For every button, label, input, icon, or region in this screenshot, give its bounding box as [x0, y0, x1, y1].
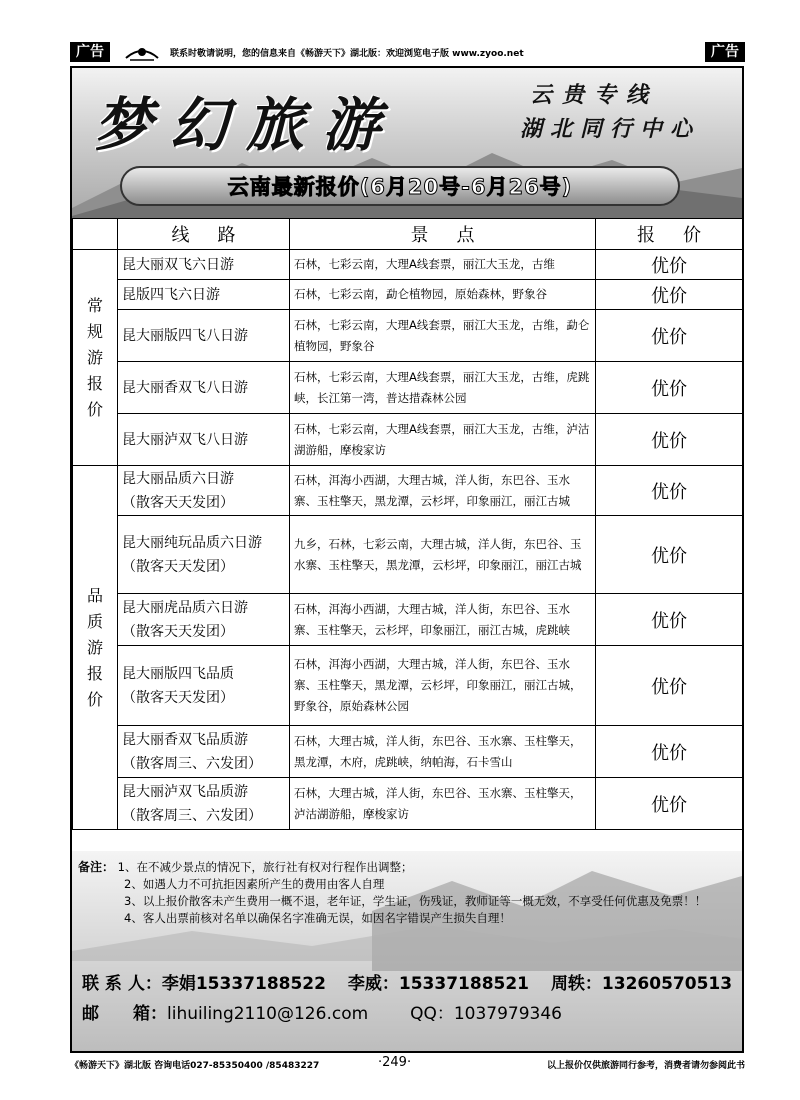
contact-person-2: 李威：15337188521 [347, 974, 530, 994]
spots-cell: 石林，七彩云南，大理A线套票，丽江大玉龙，古维，勐仑植物园，野象谷 [290, 310, 596, 362]
top-note: 联系时敬请说明，您的信息来自《畅游天下》湖北版：欢迎浏览电子版 www.zyoo.net [170, 49, 524, 59]
table-row [73, 280, 743, 310]
header-route: 线路 [118, 219, 290, 250]
route-schedule: （散客天天发团） [122, 689, 234, 706]
table-row [73, 310, 743, 362]
route-name: 昆大丽品质六日游 [122, 470, 234, 487]
route-cell: 昆大丽双飞六日游 [118, 250, 290, 280]
notes [78, 859, 738, 927]
spots-cell: 石林，洱海小西湖，大理古城，洋人街，东巴谷、玉水寨、玉柱擎天，黑龙潭，云杉坪，印象丽江，丽江古城 [290, 466, 596, 516]
price-cell: 优价 [596, 414, 743, 466]
brand-line-2: 湖北同行中心 [520, 117, 701, 142]
price-cell: 优价 [596, 778, 743, 830]
price-cell: 优价 [596, 726, 743, 778]
spots-cell: 石林，七彩云南，大理A线套票，丽江大玉龙，古维，泸沽湖游船，摩梭家访 [290, 414, 596, 466]
price-cell: 优价 [596, 516, 743, 594]
route-name: 昆大丽纯玩品质六日游 [122, 534, 262, 551]
note-text: 1、在不减少景点的情况下，旅行社有权对行程作出调整； [117, 860, 413, 874]
route-cell [118, 646, 290, 726]
header [72, 68, 742, 218]
footer-disclaimer: 以上报价仅供旅游同行参考，消费者请勿参阅此书 [546, 1061, 745, 1071]
header-price: 报价 [596, 219, 743, 250]
route-cell [118, 516, 290, 594]
route-name: 昆大丽香双飞品质游 [122, 731, 248, 748]
route-cell [118, 594, 290, 646]
table-row [73, 250, 743, 280]
route-schedule: （散客周三、六发团） [122, 807, 262, 824]
price-cell: 优价 [596, 280, 743, 310]
price-cell: 优价 [596, 362, 743, 414]
route-cell [118, 466, 290, 516]
contact-row [82, 969, 732, 999]
brand-line-1: 云贵专线 [530, 83, 659, 108]
spots-cell: 石林，七彩云南，大理A线套票，丽江大玉龙，古维，虎跳峡，长江第一湾，普达措森林公园 [290, 362, 596, 414]
contact-label: 联 系 人： [82, 974, 162, 994]
price-cell: 优价 [596, 646, 743, 726]
route-cell [118, 778, 290, 830]
table-row [73, 516, 743, 594]
spots-cell: 石林，洱海小西湖，大理古城，洋人街，东巴谷、玉水寨、玉柱擎天，黑龙潭，云杉坪，印象丽江，丽江古城，野象谷，原始森林公园 [290, 646, 596, 726]
route-schedule: （散客天天发团） [122, 558, 234, 575]
table-header-row [73, 219, 743, 250]
brand-title: 梦幻旅游 [94, 91, 399, 159]
footer-publisher: 《畅游天下》湖北版 咨询电话027-85350400 /85483227 [70, 1061, 320, 1071]
footer [70, 1055, 745, 1072]
spots-cell: 石林，洱海小西湖，大理古城，洋人街，东巴谷、玉水寨、玉柱擎天，云杉坪，印象丽江，丽江古城，虎跳峡 [290, 594, 596, 646]
email-row [82, 999, 732, 1029]
email-address: lihuiling2110@126.com [167, 1004, 369, 1024]
notes-label: 备注： [78, 860, 115, 874]
route-name: 昆大丽版四飞品质 [122, 665, 234, 682]
contact-block [82, 969, 732, 1029]
page-number: ·249· [378, 1055, 412, 1070]
publisher-logo-icon [120, 40, 164, 62]
category-quality [73, 466, 118, 830]
price-cell: 优价 [596, 310, 743, 362]
spots-cell: 九乡，石林，七彩云南，大理古城，洋人街，东巴谷、玉水寨、玉柱擎天，黑龙潭，云杉坪，印象丽江，丽江古城 [290, 516, 596, 594]
route-cell: 昆版四飞六日游 [118, 280, 290, 310]
header-spots: 景点 [290, 219, 596, 250]
price-table [72, 218, 743, 830]
route-cell: 昆大丽香双飞八日游 [118, 362, 290, 414]
route-cell: 昆大丽版四飞八日游 [118, 310, 290, 362]
ad-frame [70, 66, 744, 1053]
category-quality-label: 品质游报价 [86, 585, 103, 709]
header-category [73, 219, 118, 250]
table-row [73, 466, 743, 516]
price-banner: 云南最新报价(6月20号-6月26号) [120, 166, 680, 206]
route-name: 昆大丽虎品质六日游 [122, 599, 248, 616]
table-row [73, 362, 743, 414]
note-item [78, 859, 738, 876]
spots-cell: 石林，七彩云南，勐仑植物园，原始森林，野象谷 [290, 280, 596, 310]
route-schedule: （散客天天发团） [122, 494, 234, 511]
email-label: 邮 箱： [82, 1004, 167, 1024]
ad-badge-right: 广告 [705, 42, 745, 62]
lower-section [72, 851, 742, 1051]
price-cell: 优价 [596, 594, 743, 646]
table-row [73, 594, 743, 646]
note-item: 4、客人出票前核对名单以确保名字准确无误，如因名字错误产生损失自理！ [124, 911, 511, 925]
route-cell: 昆大丽泸双飞八日游 [118, 414, 290, 466]
route-schedule: （散客天天发团） [122, 623, 234, 640]
category-regular [73, 250, 118, 466]
ad-badge-left: 广告 [70, 42, 110, 62]
note-item: 2、如遇人力不可抗拒因素所产生的费用由客人自理 [124, 877, 385, 891]
top-bar [70, 40, 745, 64]
category-regular-label: 常规游报价 [86, 295, 103, 419]
route-cell [118, 726, 290, 778]
note-item: 3、以上报价散客未产生费用一概不退，老年证，学生证，伤残证，教师证等一概无效，不享受任何优惠及免票！！ [124, 894, 707, 908]
spots-cell: 石林，大理古城，洋人街，东巴谷、玉水寨、玉柱擎天，泸沽湖游船，摩梭家访 [290, 778, 596, 830]
route-schedule: （散客周三、六发团） [122, 755, 262, 772]
price-cell: 优价 [596, 250, 743, 280]
qq-number: QQ：1037979346 [410, 1004, 562, 1024]
contact-person-3: 周轶：13260570513 [550, 974, 733, 994]
spots-cell: 石林，七彩云南，大理A线套票，丽江大玉龙，古维 [290, 250, 596, 280]
table-row [73, 778, 743, 830]
price-cell: 优价 [596, 466, 743, 516]
table-row [73, 414, 743, 466]
route-name: 昆大丽泸双飞品质游 [122, 783, 248, 800]
table-row [73, 646, 743, 726]
spots-cell: 石林，大理古城，洋人街，东巴谷、玉水寨、玉柱擎天，黑龙潭，木府，虎跳峡，纳帕海，石卡雪山 [290, 726, 596, 778]
table-row [73, 726, 743, 778]
contact-person-1: 李娟15337188522 [161, 974, 326, 994]
